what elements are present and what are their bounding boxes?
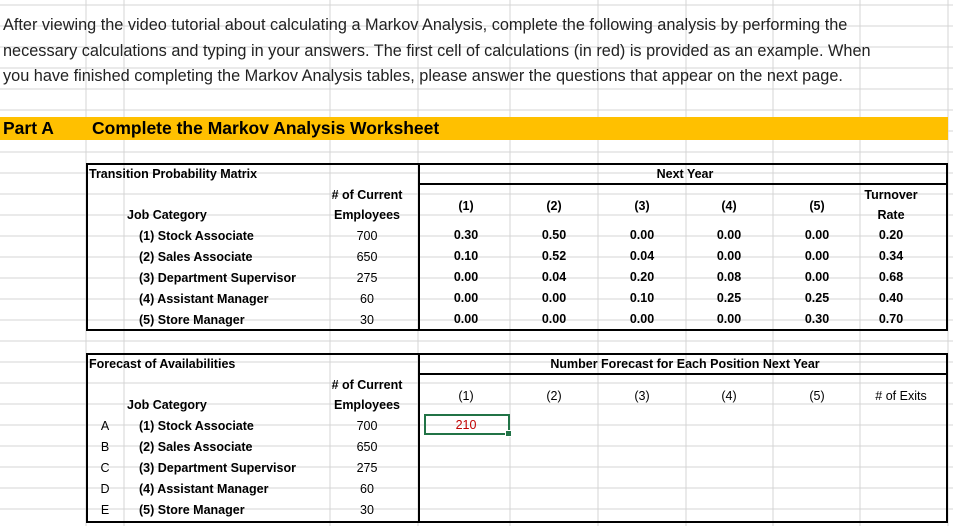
row-employees: 30 bbox=[360, 503, 374, 517]
instructions-line-1: After viewing the video tutorial about calculating a Markov Analysis, complete the following analysis by performing the bbox=[3, 16, 848, 34]
row-employees: 700 bbox=[356, 229, 378, 243]
probability-cell[interactable]: 0.00 bbox=[629, 228, 655, 242]
instructions-text bbox=[3, 13, 948, 90]
forecast-header-underline bbox=[418, 373, 946, 375]
row-letter: A bbox=[100, 419, 110, 433]
probability-cell[interactable]: 0.00 bbox=[453, 291, 479, 305]
turnover-cell[interactable]: 0.34 bbox=[878, 249, 904, 263]
forecast-table bbox=[86, 353, 948, 523]
row-category: (1) Stock Associate bbox=[139, 229, 254, 243]
probability-cell[interactable]: 0.30 bbox=[453, 228, 479, 242]
probability-cell[interactable]: 0.00 bbox=[629, 312, 655, 326]
probability-cell[interactable]: 0.25 bbox=[716, 291, 742, 305]
row-category: (3) Department Supervisor bbox=[139, 271, 296, 285]
probability-cell[interactable]: 0.00 bbox=[453, 312, 479, 326]
probability-cell[interactable]: 0.00 bbox=[716, 312, 742, 326]
probability-cell[interactable]: 0.00 bbox=[804, 228, 830, 242]
row-category: (4) Assistant Manager bbox=[139, 292, 269, 306]
matrix-col-3: (3) bbox=[634, 199, 650, 213]
turnover-header-1: Turnover bbox=[864, 188, 918, 202]
part-title: Complete the Markov Analysis Worksheet bbox=[92, 118, 440, 138]
forecast-col-1: (1) bbox=[458, 389, 474, 403]
forecast-title: Forecast of Availabilities bbox=[89, 357, 236, 371]
matrix-col-2: (2) bbox=[546, 199, 562, 213]
probability-cell[interactable]: 0.50 bbox=[541, 228, 567, 242]
row-employees: 275 bbox=[356, 271, 378, 285]
forecast-header: Number Forecast for Each Position Next Year bbox=[550, 357, 820, 371]
row-employees: 60 bbox=[360, 482, 374, 496]
probability-cell[interactable]: 0.52 bbox=[541, 249, 567, 263]
current-employees-header-1: # of Current bbox=[331, 188, 403, 202]
row-letter: C bbox=[100, 461, 110, 475]
probability-cell[interactable]: 0.08 bbox=[716, 270, 742, 284]
job-category-header: Job Category bbox=[127, 208, 207, 222]
row-employees: 700 bbox=[356, 419, 378, 433]
probability-cell[interactable]: 0.00 bbox=[716, 249, 742, 263]
row-employees: 650 bbox=[356, 250, 378, 264]
row-category: (2) Sales Associate bbox=[139, 250, 253, 264]
row-employees: 30 bbox=[360, 313, 374, 327]
probability-cell[interactable]: 0.00 bbox=[716, 228, 742, 242]
part-label: Part A bbox=[3, 118, 54, 138]
probability-cell[interactable]: 0.00 bbox=[541, 312, 567, 326]
instructions-line-2: necessary calculations and typing in your answers. The first cell of calculations (in red) is provided as an example. When bbox=[3, 41, 871, 60]
row-employees: 60 bbox=[360, 292, 374, 306]
forecast-col-3: (3) bbox=[634, 389, 650, 403]
forecast-current-header-2: Employees bbox=[333, 398, 400, 412]
probability-cell[interactable]: 0.25 bbox=[804, 291, 830, 305]
instructions-line-3: you have finished completing the Markov Analysis tables, please answer the questions that appear on the next page. bbox=[3, 67, 843, 85]
forecast-col-4: (4) bbox=[721, 389, 737, 403]
probability-cell[interactable]: 0.00 bbox=[541, 291, 567, 305]
probability-cell[interactable]: 0.00 bbox=[453, 270, 479, 284]
next-year-header: Next Year bbox=[656, 167, 714, 181]
example-forecast-cell[interactable]: 210 bbox=[455, 418, 477, 432]
current-employees-header-2: Employees bbox=[333, 208, 400, 222]
probability-cell[interactable]: 0.20 bbox=[629, 270, 655, 284]
forecast-col-2: (2) bbox=[546, 389, 562, 403]
matrix-col-4: (4) bbox=[721, 199, 737, 213]
transition-matrix-title: Transition Probability Matrix bbox=[89, 167, 258, 181]
forecast-col-5: (5) bbox=[809, 389, 825, 403]
row-letter: D bbox=[100, 482, 110, 496]
row-letter: E bbox=[100, 503, 110, 517]
probability-cell[interactable]: 0.10 bbox=[629, 291, 655, 305]
turnover-cell[interactable]: 0.20 bbox=[878, 228, 904, 242]
next-year-underline bbox=[418, 183, 946, 185]
turnover-header-2: Rate bbox=[877, 208, 905, 222]
forecast-job-category-header: Job Category bbox=[127, 398, 207, 412]
row-category: (3) Department Supervisor bbox=[139, 461, 296, 475]
row-category: (1) Stock Associate bbox=[139, 419, 254, 433]
probability-cell[interactable]: 0.10 bbox=[453, 249, 479, 263]
forecast-current-header-1: # of Current bbox=[331, 378, 403, 392]
row-category: (5) Store Manager bbox=[139, 313, 245, 327]
matrix-divider bbox=[418, 163, 420, 329]
turnover-cell[interactable]: 0.68 bbox=[878, 270, 904, 284]
probability-cell[interactable]: 0.04 bbox=[629, 249, 655, 263]
row-employees: 275 bbox=[356, 461, 378, 475]
turnover-cell[interactable]: 0.70 bbox=[878, 312, 904, 326]
row-category: (5) Store Manager bbox=[139, 503, 245, 517]
probability-cell[interactable]: 0.04 bbox=[541, 270, 567, 284]
row-category: (2) Sales Associate bbox=[139, 440, 253, 454]
matrix-col-5: (5) bbox=[809, 199, 825, 213]
fill-handle[interactable] bbox=[505, 430, 512, 437]
active-cell-selection[interactable] bbox=[424, 414, 510, 435]
turnover-cell[interactable]: 0.40 bbox=[878, 291, 904, 305]
exits-header: # of Exits bbox=[875, 389, 927, 403]
probability-cell[interactable]: 0.00 bbox=[804, 249, 830, 263]
forecast-divider bbox=[418, 353, 420, 521]
probability-cell[interactable]: 0.00 bbox=[804, 270, 830, 284]
row-letter: B bbox=[100, 440, 110, 454]
row-employees: 650 bbox=[356, 440, 378, 454]
probability-cell[interactable]: 0.30 bbox=[804, 312, 830, 326]
matrix-col-1: (1) bbox=[458, 199, 474, 213]
row-category: (4) Assistant Manager bbox=[139, 482, 269, 496]
